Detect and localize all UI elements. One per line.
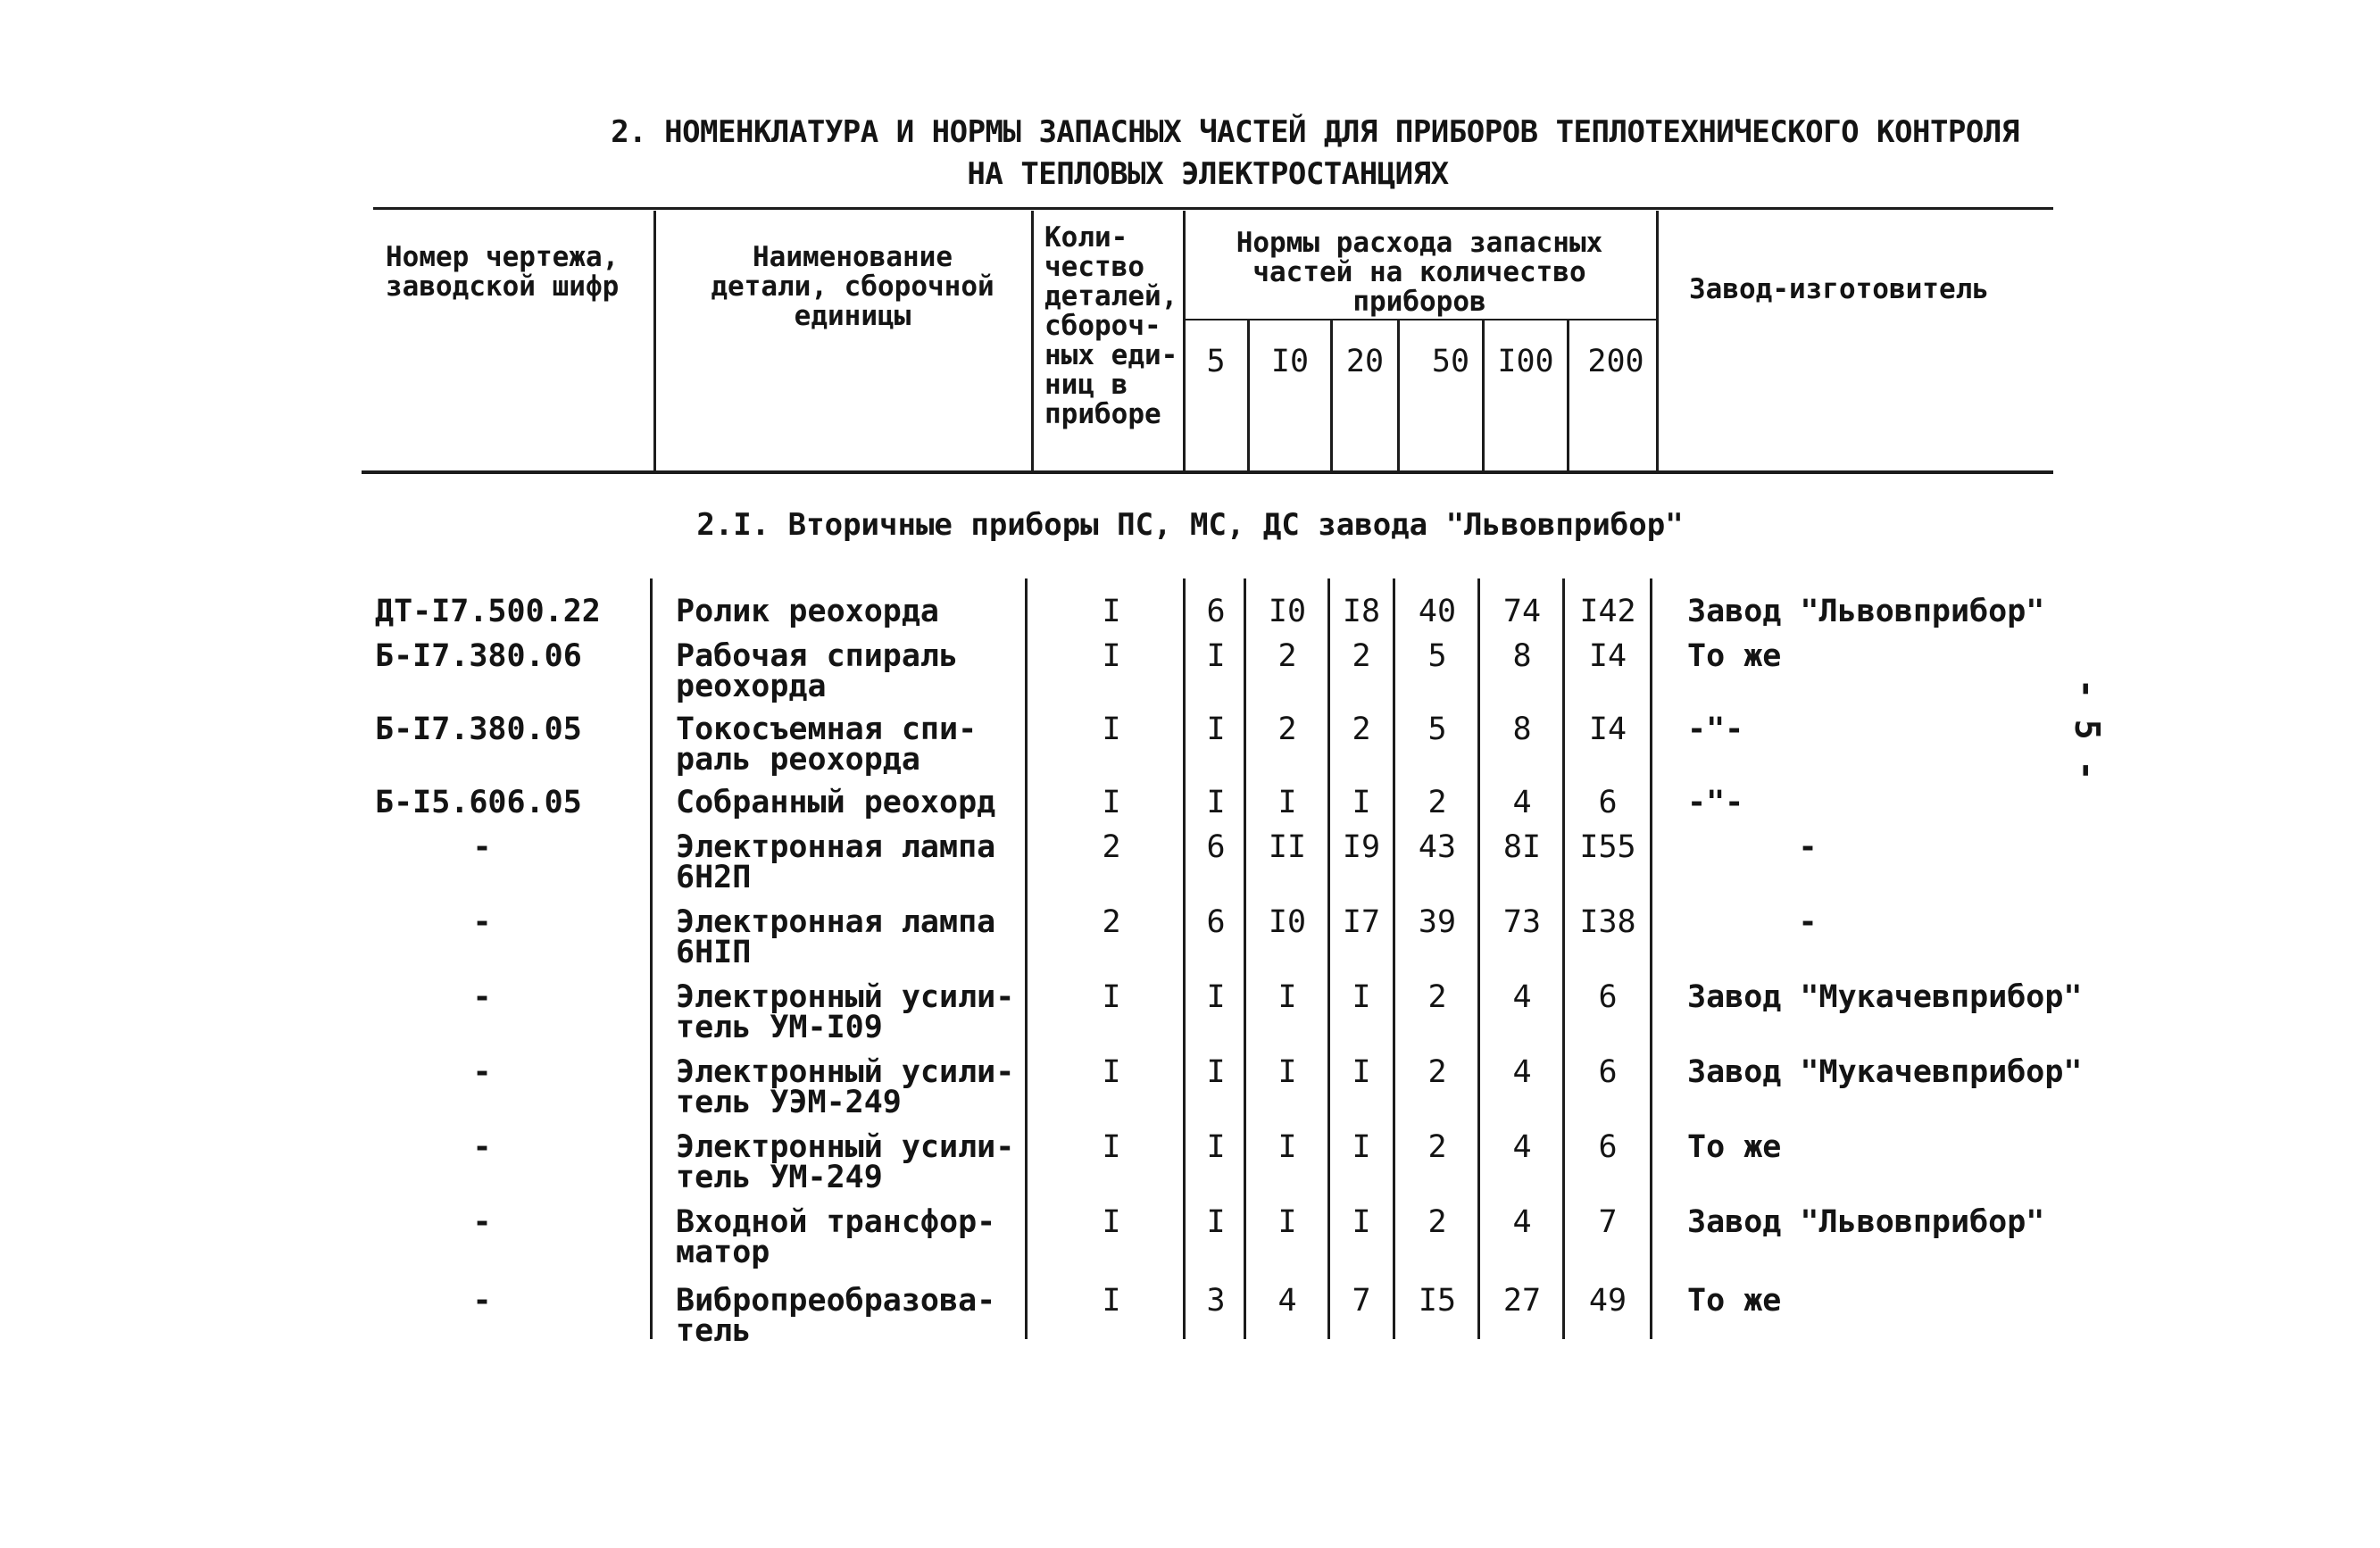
norm-count-header: 20 bbox=[1345, 344, 1385, 379]
quantity-cell: I bbox=[1102, 1054, 1121, 1090]
header-factory: Завод-изготовитель bbox=[1689, 273, 1989, 305]
norm-value-cell: 8I bbox=[1502, 829, 1542, 865]
manufacturer-cell: -"- bbox=[1687, 712, 1744, 747]
norm-value-cell: 6 bbox=[1598, 1054, 1618, 1090]
norm-value-cell: I bbox=[1206, 979, 1226, 1015]
quantity-cell: I bbox=[1102, 1129, 1121, 1165]
norm-value-cell: 73 bbox=[1502, 904, 1542, 940]
manufacturer-cell: Завод "Мукачевприбор" bbox=[1687, 979, 2083, 1015]
norm-value-cell: I bbox=[1206, 712, 1226, 747]
quantity-cell: I bbox=[1102, 1283, 1121, 1319]
norm-value-cell: 2 bbox=[1277, 638, 1297, 674]
drawing-number-cell: - bbox=[472, 829, 492, 865]
manufacturer-cell: Завод "Львовприбор" bbox=[1687, 1204, 2045, 1240]
manufacturer-cell: - bbox=[1798, 829, 1818, 865]
quantity-cell: 2 bbox=[1102, 904, 1121, 940]
manufacturer-cell: То же bbox=[1687, 1283, 1782, 1319]
header-divider bbox=[1247, 320, 1250, 471]
norm-value-cell: 2 bbox=[1352, 638, 1371, 674]
norm-value-cell: I bbox=[1277, 979, 1297, 1015]
norm-value-cell: 2 bbox=[1277, 712, 1297, 747]
norm-value-cell: 5 bbox=[1427, 638, 1447, 674]
quantity-cell: I bbox=[1102, 979, 1121, 1015]
header-divider bbox=[1183, 211, 1186, 471]
drawing-number-cell: Б-I7.380.06 bbox=[375, 638, 582, 674]
header-divider bbox=[1567, 320, 1569, 471]
norm-value-cell: 6 bbox=[1206, 904, 1226, 940]
norm-value-cell: 7 bbox=[1598, 1204, 1618, 1240]
norm-value-cell: 5 bbox=[1427, 712, 1447, 747]
norm-value-cell: I bbox=[1277, 1129, 1297, 1165]
quantity-cell: I bbox=[1102, 638, 1121, 674]
norm-value-cell: I bbox=[1277, 785, 1297, 820]
quantity-cell: 2 bbox=[1102, 829, 1121, 865]
document-title-line-2: НА ТЕПЛОВЫХ ЭЛЕКТРОСТАНЦИЯХ bbox=[967, 156, 1449, 192]
norm-value-cell: I bbox=[1206, 785, 1226, 820]
drawing-number-cell: Б-I5.606.05 bbox=[375, 785, 582, 820]
norm-value-cell: 4 bbox=[1512, 1129, 1532, 1165]
norm-value-cell: 4 bbox=[1277, 1283, 1297, 1319]
norm-value-cell: 6 bbox=[1206, 594, 1226, 629]
norm-count-header: 200 bbox=[1587, 344, 1644, 379]
norm-value-cell: I0 bbox=[1268, 904, 1307, 940]
norm-value-cell: 6 bbox=[1206, 829, 1226, 865]
part-name-cell: Электронный усили- тель УМ-I09 bbox=[676, 979, 1015, 1045]
norm-value-cell: 2 bbox=[1427, 1129, 1447, 1165]
drawing-number-cell: ДТ-I7.500.22 bbox=[375, 594, 601, 629]
manufacturer-cell: -"- bbox=[1687, 785, 1744, 820]
norm-value-cell: 8 bbox=[1512, 638, 1532, 674]
header-bottom-rule bbox=[362, 470, 2053, 474]
quantity-cell: I bbox=[1102, 1204, 1121, 1240]
norm-value-cell: I7 bbox=[1342, 904, 1381, 940]
header-qty: Коли- чество деталей, сбороч- ных еди- ниц в приборе bbox=[1044, 221, 1178, 430]
drawing-number-cell: - bbox=[472, 1129, 492, 1165]
header-divider bbox=[1031, 211, 1034, 471]
norm-value-cell: 4 bbox=[1512, 1054, 1532, 1090]
manufacturer-cell: Завод "Львовприбор" bbox=[1687, 594, 2045, 629]
quantity-cell: I bbox=[1102, 712, 1121, 747]
norm-value-cell: 2 bbox=[1427, 1054, 1447, 1090]
norm-value-cell: I4 bbox=[1588, 712, 1627, 747]
part-name-cell: Электронная лампа 6Н2П bbox=[676, 829, 996, 895]
norm-value-cell: 4 bbox=[1512, 785, 1532, 820]
norm-count-header: I0 bbox=[1270, 344, 1310, 379]
norm-value-cell: I bbox=[1277, 1204, 1297, 1240]
part-name-cell: Вибропреобразова- тель bbox=[676, 1283, 996, 1349]
norm-value-cell: 74 bbox=[1502, 594, 1542, 629]
norm-count-header: 5 bbox=[1206, 344, 1226, 379]
norm-value-cell: 4 bbox=[1512, 1204, 1532, 1240]
norm-value-cell: I42 bbox=[1579, 594, 1636, 629]
norm-value-cell: I bbox=[1352, 979, 1371, 1015]
norm-value-cell: 6 bbox=[1598, 785, 1618, 820]
norm-value-cell: I bbox=[1352, 785, 1371, 820]
norm-value-cell: I5 bbox=[1418, 1283, 1457, 1319]
drawing-number-cell: Б-I7.380.05 bbox=[375, 712, 582, 747]
norm-count-header: I00 bbox=[1497, 344, 1554, 379]
norm-value-cell: 49 bbox=[1588, 1283, 1627, 1319]
drawing-number-cell: - bbox=[472, 979, 492, 1015]
norm-value-cell: 6 bbox=[1598, 1129, 1618, 1165]
norm-value-cell: 27 bbox=[1502, 1283, 1542, 1319]
part-name-cell: Электронная лампа 6НIП bbox=[676, 904, 996, 970]
page-number: - 5 - bbox=[2068, 678, 2107, 781]
norm-value-cell: I38 bbox=[1579, 904, 1636, 940]
norm-value-cell: I bbox=[1352, 1129, 1371, 1165]
norm-value-cell: I bbox=[1206, 1129, 1226, 1165]
drawing-number-cell: - bbox=[472, 1204, 492, 1240]
header-code: Номер чертежа, заводской шифр bbox=[386, 241, 620, 303]
manufacturer-cell: То же bbox=[1687, 1129, 1782, 1165]
table-top-rule bbox=[373, 207, 2053, 210]
header-divider bbox=[1656, 211, 1659, 471]
norm-value-cell: 40 bbox=[1418, 594, 1457, 629]
manufacturer-cell: То же bbox=[1687, 638, 1782, 674]
norm-value-cell: 2 bbox=[1427, 1204, 1447, 1240]
part-name-cell: Рабочая спираль реохорда bbox=[676, 638, 959, 704]
norm-value-cell: 8 bbox=[1512, 712, 1532, 747]
manufacturer-cell: - bbox=[1798, 904, 1818, 940]
norm-count-header: 50 bbox=[1431, 344, 1470, 379]
section-title: 2.I. Вторичные приборы ПС, МС, ДС завода "Львовприбор" bbox=[696, 507, 1684, 543]
part-name-cell: Ролик реохорда bbox=[676, 594, 940, 629]
norm-value-cell: I0 bbox=[1268, 594, 1307, 629]
part-name-cell: Собранный реохорд bbox=[676, 785, 996, 820]
norm-value-cell: I bbox=[1206, 1204, 1226, 1240]
norm-value-cell: 2 bbox=[1427, 785, 1447, 820]
header-divider bbox=[653, 211, 656, 471]
norm-value-cell: I9 bbox=[1342, 829, 1381, 865]
drawing-number-cell: - bbox=[472, 1283, 492, 1319]
header-name: Наименование детали, сборочной единицы bbox=[711, 241, 994, 332]
header-divider bbox=[1397, 320, 1400, 471]
header-norms: Нормы расхода запасных частей на количество приборов bbox=[1236, 227, 1603, 318]
norm-value-cell: 7 bbox=[1352, 1283, 1371, 1319]
document-title-line-1: 2. НОМЕНКЛАТУРА И НОРМЫ ЗАПАСНЫХ ЧАСТЕЙ ДЛЯ ПРИБОРОВ ТЕПЛОТЕХНИЧЕСКОГО КОНТРОЛЯ bbox=[611, 114, 2019, 150]
norms-subheader-rule bbox=[1185, 319, 1656, 320]
norm-value-cell: I4 bbox=[1588, 638, 1627, 674]
header-divider bbox=[1330, 320, 1333, 471]
norm-value-cell: I8 bbox=[1342, 594, 1381, 629]
header-divider bbox=[1482, 320, 1485, 471]
part-name-cell: Токосъемная спи- раль реохорда bbox=[676, 712, 978, 778]
norm-value-cell: II bbox=[1268, 829, 1307, 865]
part-name-cell: Электронный усили- тель УМ-249 bbox=[676, 1129, 1015, 1195]
norm-value-cell: 3 bbox=[1206, 1283, 1226, 1319]
quantity-cell: I bbox=[1102, 594, 1121, 629]
norm-value-cell: I bbox=[1206, 638, 1226, 674]
norm-value-cell: I bbox=[1352, 1054, 1371, 1090]
drawing-number-cell: - bbox=[472, 904, 492, 940]
part-name-cell: Входной трансфор- матор bbox=[676, 1204, 996, 1270]
norm-value-cell: 6 bbox=[1598, 979, 1618, 1015]
norm-value-cell: I55 bbox=[1579, 829, 1636, 865]
norm-value-cell: 4 bbox=[1512, 979, 1532, 1015]
manufacturer-cell: Завод "Мукачевприбор" bbox=[1687, 1054, 2083, 1090]
norm-value-cell: 39 bbox=[1418, 904, 1457, 940]
norm-value-cell: 2 bbox=[1427, 979, 1447, 1015]
norm-value-cell: 43 bbox=[1418, 829, 1457, 865]
body-divider bbox=[650, 578, 653, 1339]
norm-value-cell: I bbox=[1277, 1054, 1297, 1090]
part-name-cell: Электронный усили- тель УЭМ-249 bbox=[676, 1054, 1015, 1120]
norm-value-cell: I bbox=[1206, 1054, 1226, 1090]
drawing-number-cell: - bbox=[472, 1054, 492, 1090]
norm-value-cell: 2 bbox=[1352, 712, 1371, 747]
quantity-cell: I bbox=[1102, 785, 1121, 820]
norm-value-cell: I bbox=[1352, 1204, 1371, 1240]
